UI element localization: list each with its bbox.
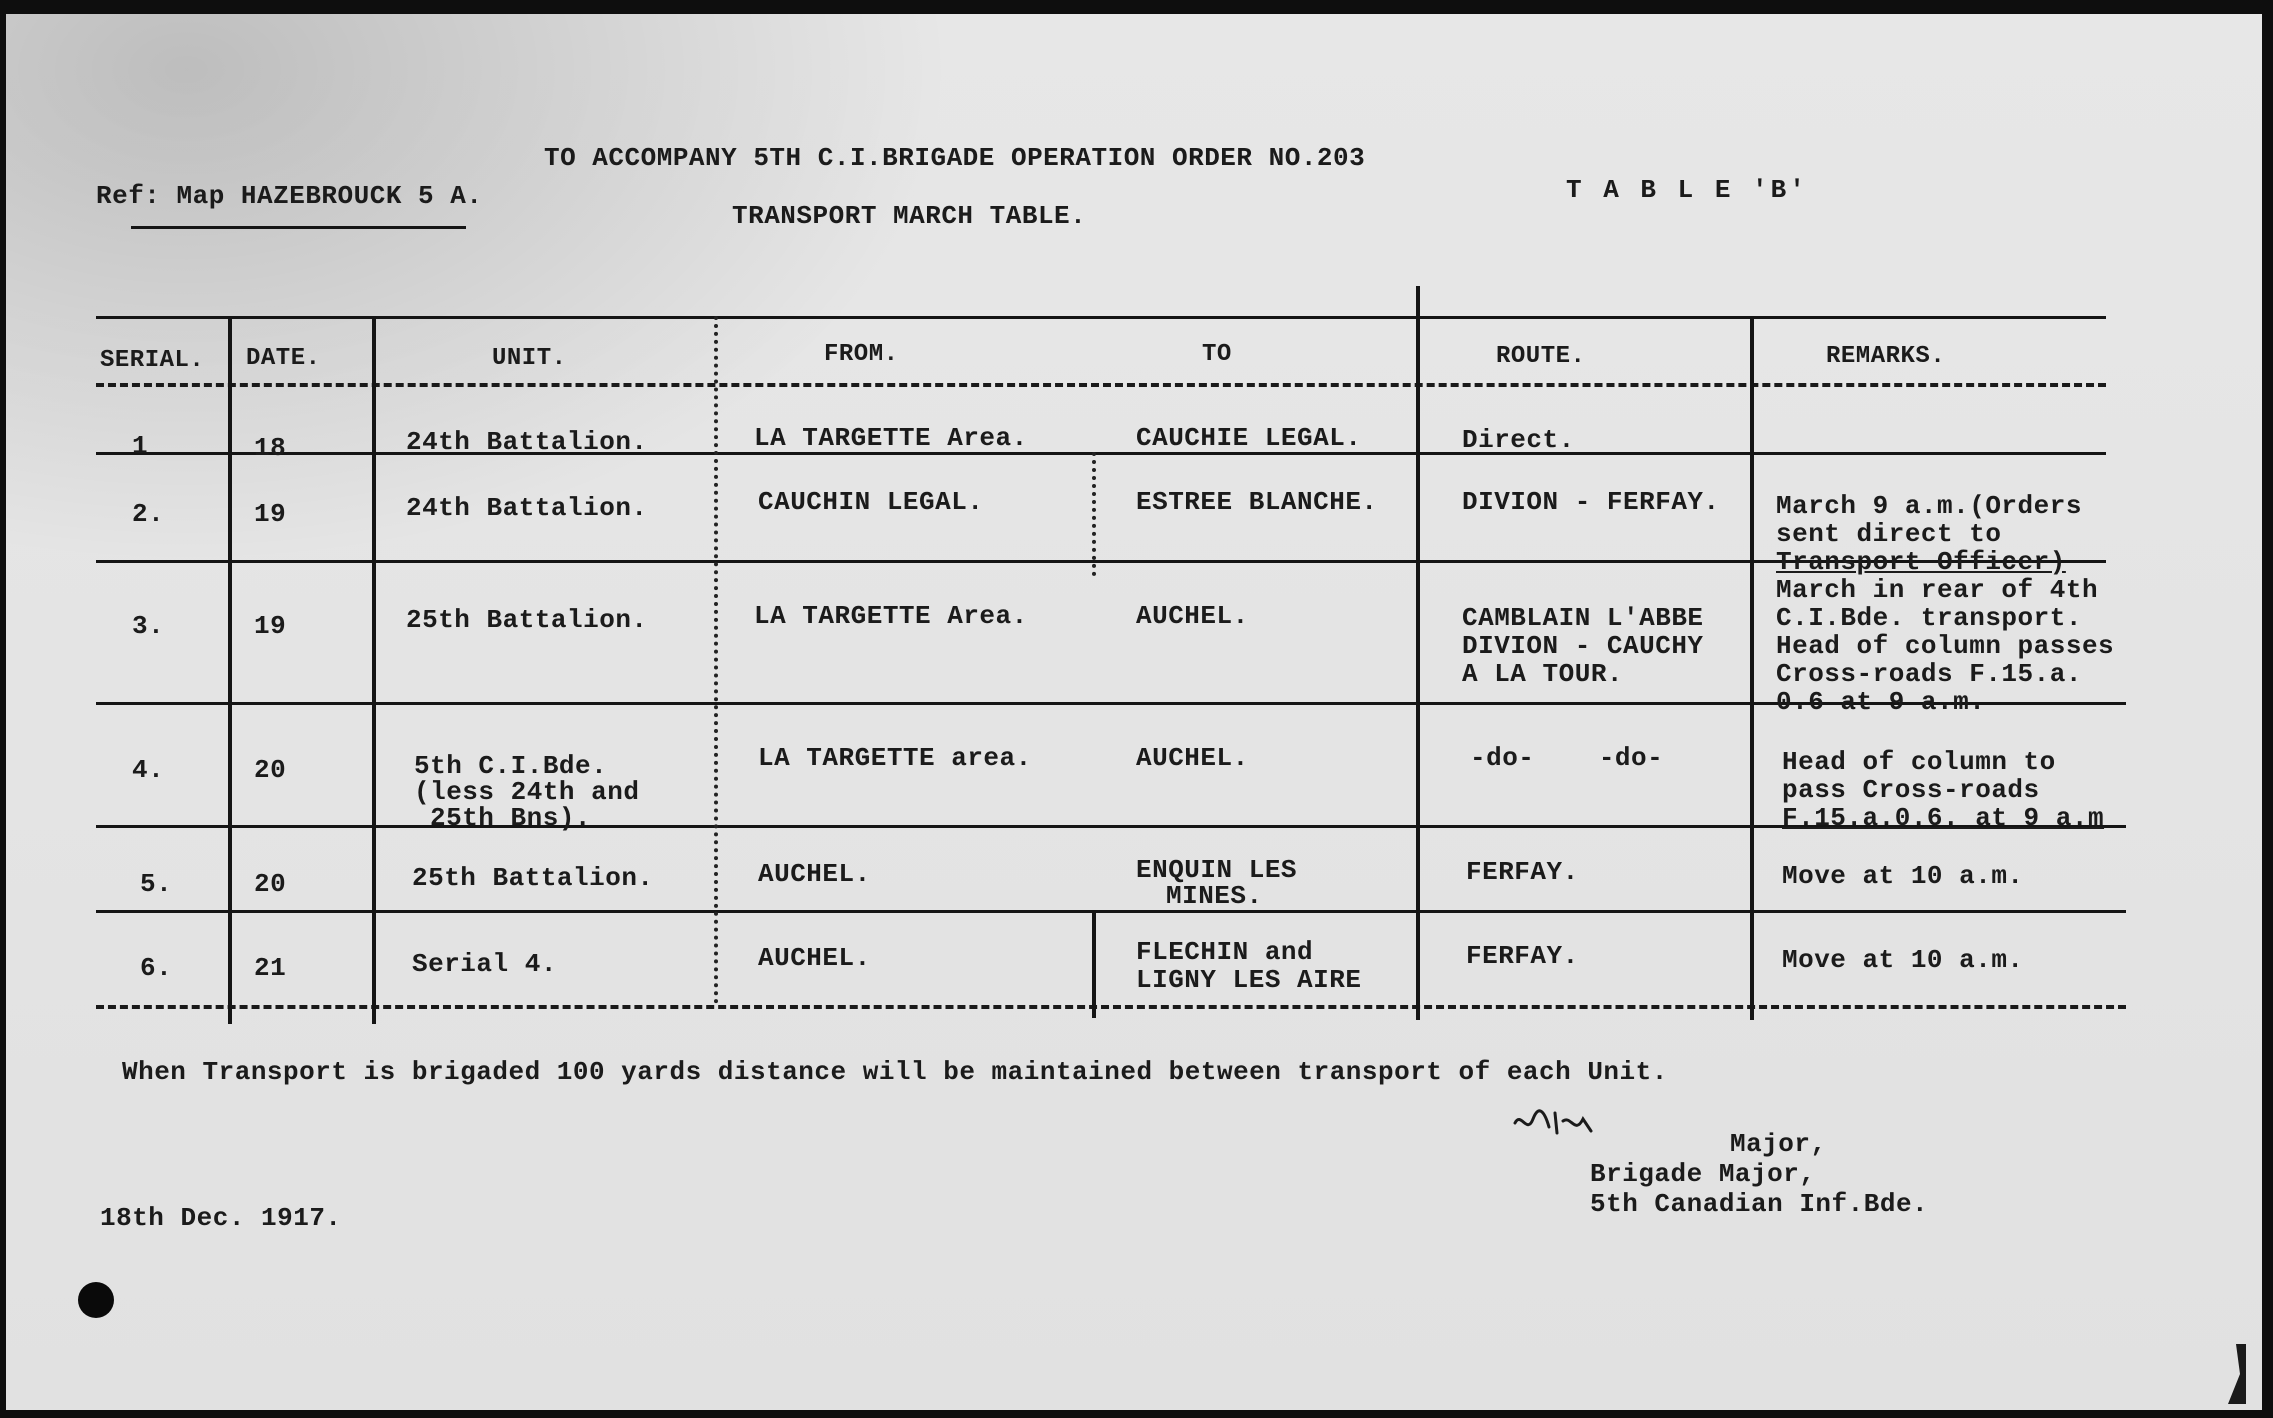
table-label: T A B L E 'B' (1566, 175, 1808, 205)
row-3-remarks-line: Cross-roads F.15.a. (1776, 659, 2082, 689)
row-5-date: 20 (254, 869, 287, 899)
row-3-to: AUCHEL. (1136, 601, 1249, 631)
column-header-unit: UNIT. (492, 345, 567, 372)
document-date: 18th Dec. 1917. (100, 1203, 342, 1233)
row-6-date: 21 (254, 953, 287, 983)
row-4-unit-line: 25th Bns). (430, 803, 592, 833)
signature-scribble (1511, 1105, 1601, 1141)
row-4-from: LA TARGETTE area. (758, 743, 1032, 773)
row-4-remarks-line: pass Cross-roads (1782, 775, 2040, 805)
row-5-route: FERFAY. (1466, 857, 1579, 887)
row-3-remarks-line: C.I.Bde. transport. (1776, 603, 2082, 633)
punch-hole (78, 1282, 114, 1318)
column-rule (372, 316, 376, 1024)
column-header-serial: SERIAL. (100, 347, 205, 374)
row-3-serial: 3. (132, 611, 165, 641)
row-6-from: AUCHEL. (758, 943, 871, 973)
row-1-route: Direct. (1462, 425, 1575, 455)
row-6-remarks: Move at 10 a.m. (1782, 945, 2024, 975)
row-3-from: LA TARGETTE Area. (754, 601, 1028, 631)
column-rule (1750, 316, 1754, 1020)
column-rule (1092, 910, 1096, 1018)
row-3-date: 19 (254, 611, 287, 641)
map-reference: Ref: Map HAZEBROUCK 5 A. (96, 181, 483, 211)
row-6-unit: Serial 4. (412, 949, 557, 979)
brigading-note: When Transport is brigaded 100 yards distance will be maintained between transport of each Unit. (122, 1057, 1668, 1087)
row-5-unit: 25th Battalion. (412, 863, 654, 893)
column-rule (1416, 286, 1420, 1020)
row-5-remarks: Move at 10 a.m. (1782, 861, 2024, 891)
paper-sheet (6, 14, 2262, 1410)
header-divider (96, 383, 2106, 387)
row-6-serial: 6. (140, 953, 173, 983)
accompany-line: TO ACCOMPANY 5TH C.I.BRIGADE OPERATION ORDER NO.203 (544, 143, 1366, 173)
row-2-from: CAUCHIN LEGAL. (758, 487, 984, 517)
column-header-from: FROM. (824, 341, 899, 368)
row-4-unit-line: (less 24th and (414, 777, 640, 807)
row-4-route: -do- -do- (1470, 743, 1664, 773)
column-header-remarks: REMARKS. (1826, 343, 1946, 370)
row-4-unit-line: 5th C.I.Bde. (414, 751, 608, 781)
table-top-rule (96, 316, 2106, 319)
row-2-date: 19 (254, 499, 287, 529)
row-2-serial: 2. (132, 499, 165, 529)
row-1-from: LA TARGETTE Area. (754, 423, 1028, 453)
row-divider (96, 910, 2126, 913)
row-3-remarks-line: 0.6 at 9 a.m. (1776, 687, 1986, 717)
row-divider (96, 452, 2106, 455)
row-5-to-line: MINES. (1166, 881, 1263, 911)
row-6-route: FERFAY. (1466, 941, 1579, 971)
column-header-route: ROUTE. (1496, 343, 1586, 370)
column-rule (228, 316, 232, 1024)
row-3-route-line: A LA TOUR. (1462, 659, 1624, 689)
document-title: TRANSPORT MARCH TABLE. (732, 201, 1087, 231)
row-1-unit: 24th Battalion. (406, 427, 648, 457)
row-4-date: 20 (254, 755, 287, 785)
row-3-route-line: CAMBLAIN L'ABBE (1462, 603, 1704, 633)
row-4-to: AUCHEL. (1136, 743, 1249, 773)
row-4-serial: 4. (132, 755, 165, 785)
column-rule (714, 316, 718, 1004)
row-2-unit: 24th Battalion. (406, 493, 648, 523)
row-2-to: ESTREE BLANCHE. (1136, 487, 1378, 517)
signature-unit: 5th Canadian Inf.Bde. (1590, 1189, 1929, 1219)
torn-corner-mark (2206, 1344, 2246, 1404)
row-2-route: DIVION - FERFAY. (1462, 487, 1720, 517)
row-5-serial: 5. (140, 869, 173, 899)
row-5-to-line: ENQUIN LES (1136, 855, 1298, 885)
row-3-route-line: DIVION - CAUCHY (1462, 631, 1704, 661)
row-2-remarks-line: March 9 a.m.(Orders (1776, 491, 2082, 521)
row-4-remarks-line: F.15.a.0.6. at 9 a.m (1782, 803, 2105, 833)
table-bottom-rule (96, 1005, 2126, 1009)
column-header-date: DATE. (246, 345, 321, 372)
row-5-from: AUCHEL. (758, 859, 871, 889)
row-6-to-line: FLECHIN and (1136, 937, 1314, 967)
row-4-remarks-line: Head of column to (1782, 747, 2056, 777)
row-6-to-line: LIGNY LES AIRE (1136, 965, 1362, 995)
reference-underline (131, 226, 466, 229)
row-1-to: CAUCHIE LEGAL. (1136, 423, 1362, 453)
signature-title: Brigade Major, (1590, 1159, 1816, 1189)
row-3-remarks-line: Head of column passes (1776, 631, 2115, 661)
row-2-remarks-line: Transport Officer) (1776, 547, 2066, 577)
row-2-remarks-line: sent direct to (1776, 519, 2002, 549)
signature-rank: Major, (1730, 1129, 1827, 1159)
column-header-to: TO (1202, 341, 1232, 368)
row-3-remarks-line: March in rear of 4th (1776, 575, 2099, 605)
column-rule (1092, 452, 1096, 576)
row-1-date: 18 (254, 433, 287, 463)
row-1-serial: 1 (132, 431, 149, 461)
row-3-unit: 25th Battalion. (406, 605, 648, 635)
